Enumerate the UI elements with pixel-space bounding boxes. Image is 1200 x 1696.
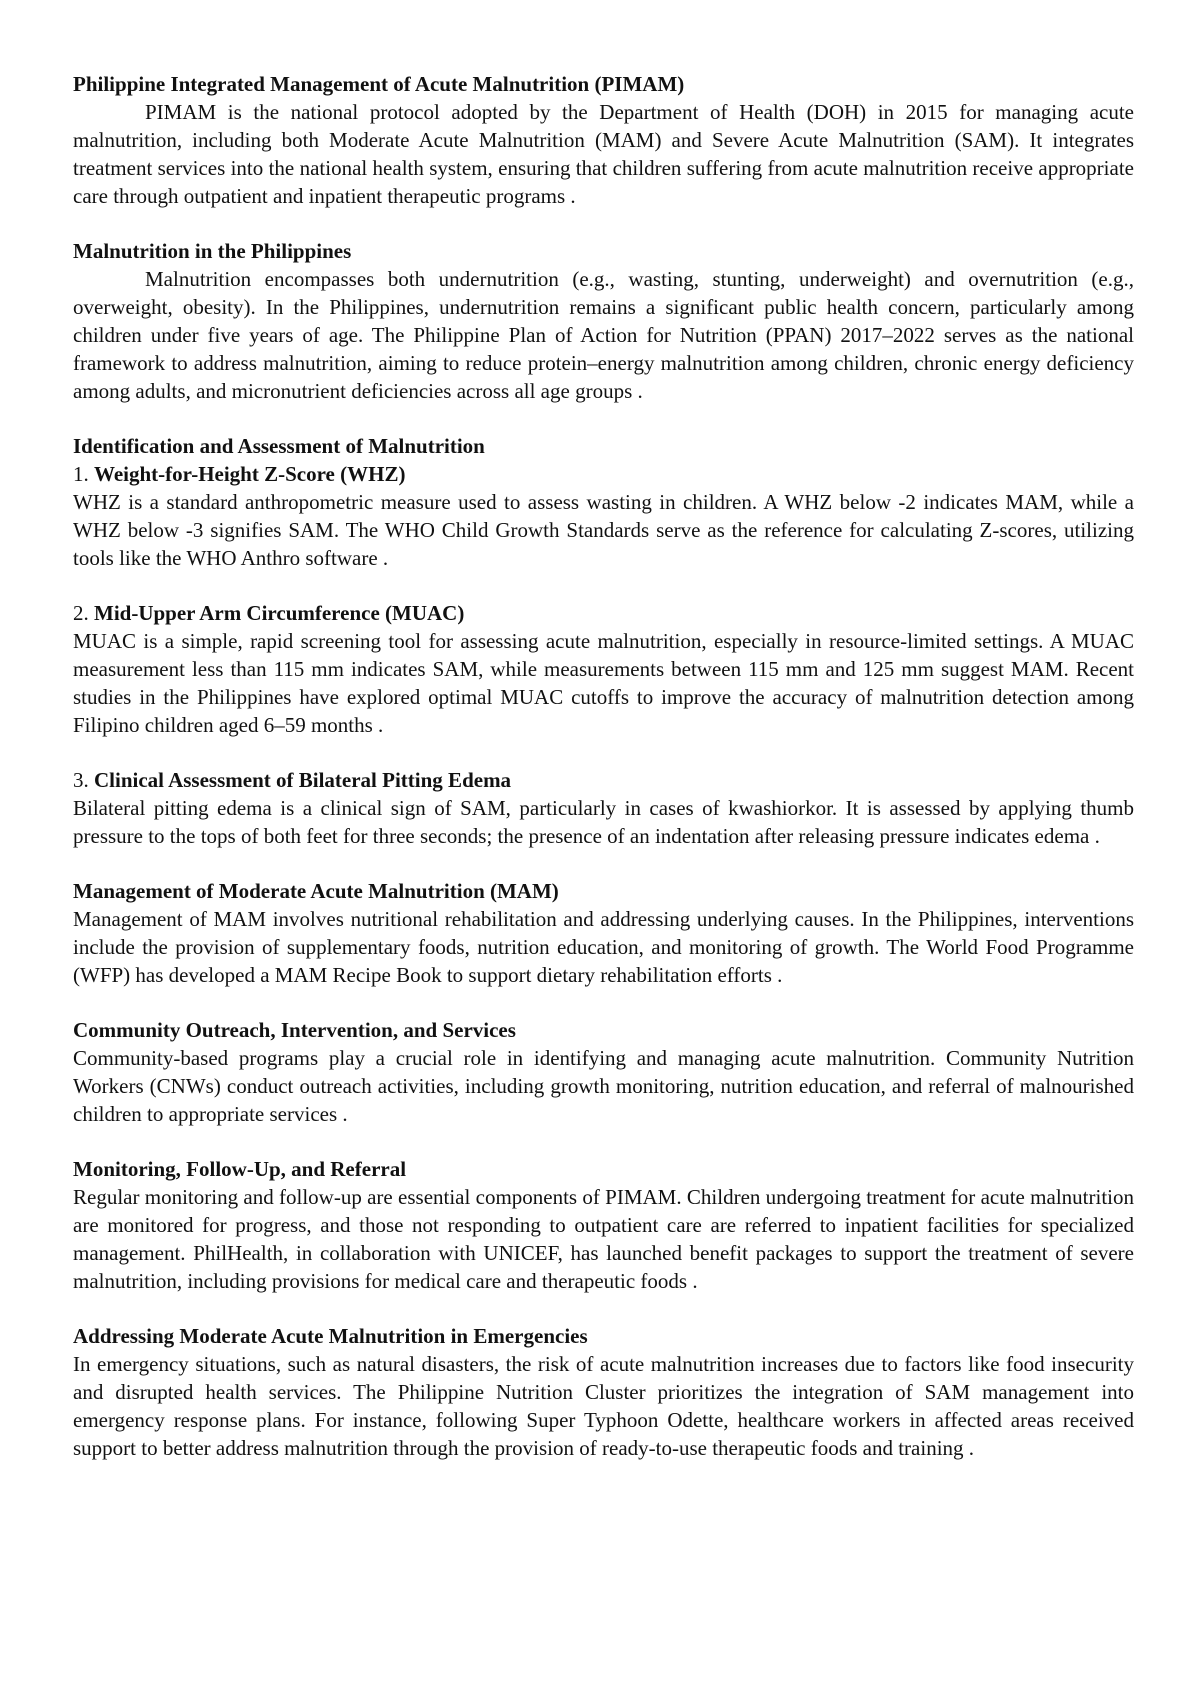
- section-heading: Community Outreach, Intervention, and Services: [73, 1018, 516, 1042]
- section-heading: Monitoring, Follow-Up, and Referral: [73, 1157, 407, 1181]
- section-paragraph: Management of MAM involves nutritional rehabilitation and addressing underlying causes. In the Philippines, interventions include the provision of supplementary foods, nutrition education, and monitoring of growth. The World Food Programme (WFP) has developed a MAM Recipe Book to support dietary rehabilitation efforts .: [73, 907, 1134, 987]
- section-monitoring: [73, 1155, 1134, 1295]
- section-paragraph: WHZ is a standard anthropometric measure used to assess wasting in children. A WHZ below -2 indicates MAM, while a WHZ below -3 signifies SAM. The WHO Child Growth Standards serve as the reference for calculating Z-scores, utilizing tools like the WHO Anthro software .: [73, 490, 1134, 570]
- subsection-number: 3.: [73, 768, 89, 792]
- section-edema: [73, 766, 1134, 850]
- section-emergencies: [73, 1322, 1134, 1462]
- section-community-outreach: [73, 1016, 1134, 1128]
- section-heading: Philippine Integrated Management of Acute Malnutrition (PIMAM): [73, 72, 685, 96]
- section-malnutrition-philippines: [73, 237, 1134, 405]
- section-paragraph: MUAC is a simple, rapid screening tool for assessing acute malnutrition, especially in resource-limited settings. A MUAC measurement less than 115 mm indicates SAM, while measurements between 115 mm and 125 mm suggest MAM. Recent studies in the Philippines have explored optimal MUAC cutoffs to improve the accuracy of malnutrition detection among Filipino children aged 6–59 months .: [73, 629, 1134, 737]
- subsection-heading: [73, 599, 1134, 627]
- section-management-mam: [73, 877, 1134, 989]
- subsection-title: Weight-for-Height Z-Score (WHZ): [94, 462, 406, 486]
- section-paragraph: PIMAM is the national protocol adopted by the Department of Health (DOH) in 2015 for managing acute malnutrition, including both Moderate Acute Malnutrition (MAM) and Severe Acute Malnutrition (SAM). It integrates treatment services into the national health system, ensuring that children suffering from acute malnutrition receive appropriate care through outpatient and inpatient therapeutic programs .: [73, 100, 1134, 208]
- section-identification-whz: [73, 432, 1134, 572]
- section-heading: Addressing Moderate Acute Malnutrition in Emergencies: [73, 1324, 588, 1348]
- section-heading: Management of Moderate Acute Malnutrition (MAM): [73, 879, 559, 903]
- section-paragraph: Bilateral pitting edema is a clinical sign of SAM, particularly in cases of kwashiorkor. It is assessed by applying thumb pressure to the tops of both feet for three seconds; the presence of an indentation after releasing pressure indicates edema .: [73, 796, 1134, 848]
- subsection-number: 2.: [73, 601, 89, 625]
- subsection-heading: [73, 766, 1134, 794]
- section-heading: Malnutrition in the Philippines: [73, 239, 352, 263]
- section-paragraph: In emergency situations, such as natural disasters, the risk of acute malnutrition increases due to factors like food insecurity and disrupted health services. The Philippine Nutrition Cluster prioritizes the integration of SAM management into emergency response plans. For instance, following Super Typhoon Odette, healthcare workers in affected areas received support to better address malnutrition through the provision of ready-to-use therapeutic foods and training .: [73, 1352, 1134, 1460]
- subsection-title: Clinical Assessment of Bilateral Pitting Edema: [94, 768, 512, 792]
- section-paragraph: Regular monitoring and follow-up are essential components of PIMAM. Children undergoing treatment for acute malnutrition are monitored for progress, and those not responding to outpatient care are referred to inpatient facilities for specialized management. PhilHealth, in collaboration with UNICEF, has launched benefit packages to support the treatment of severe malnutrition, including provisions for medical care and therapeutic foods .: [73, 1185, 1134, 1293]
- document-page: [73, 70, 1134, 1489]
- subsection-heading: [73, 460, 1134, 488]
- subsection-number: 1.: [73, 462, 89, 486]
- section-paragraph: Community-based programs play a crucial role in identifying and managing acute malnutrition. Community Nutrition Workers (CNWs) conduct outreach activities, including growth monitoring, nutrition education, and referral of malnourished children to appropriate services .: [73, 1046, 1134, 1126]
- section-heading: Identification and Assessment of Malnutrition: [73, 434, 485, 458]
- section-paragraph: Malnutrition encompasses both undernutrition (e.g., wasting, stunting, underweight) and overnutrition (e.g., overweight, obesity). In the Philippines, undernutrition remains a significant public health concern, particularly among children under five years of age. The Philippine Plan of Action for Nutrition (PPAN) 2017–2022 serves as the national framework to address malnutrition, aiming to reduce protein–energy malnutrition among children, chronic energy deficiency among adults, and micronutrient deficiencies across all age groups .: [73, 267, 1134, 403]
- section-muac: [73, 599, 1134, 739]
- section-pimam: [73, 70, 1134, 210]
- subsection-title: Mid-Upper Arm Circumference (MUAC): [94, 601, 465, 625]
